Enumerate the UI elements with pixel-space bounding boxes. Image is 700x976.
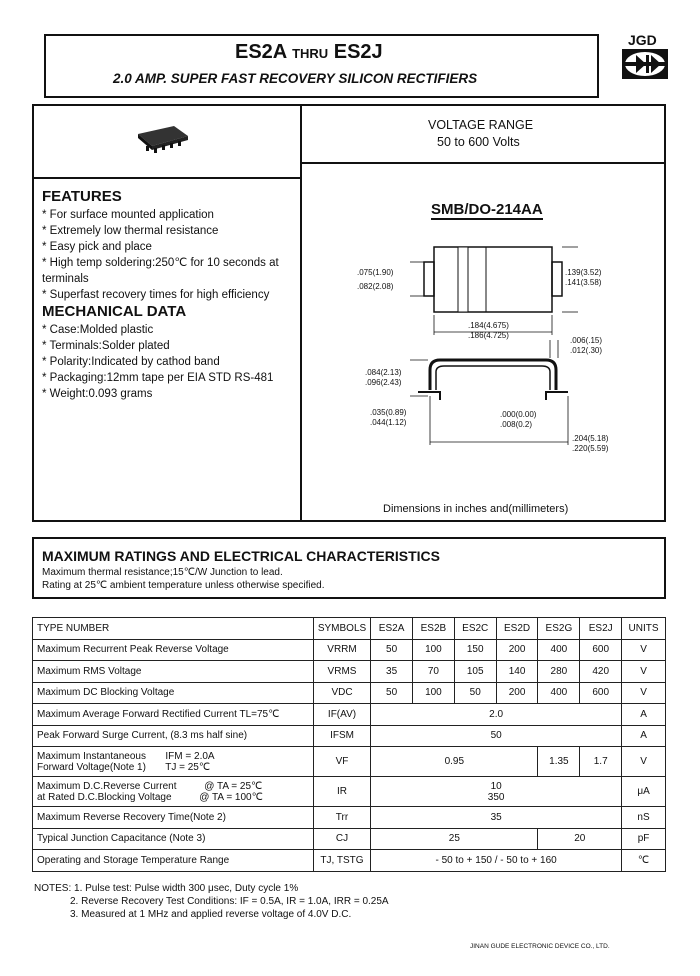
package-image xyxy=(132,120,192,154)
param-cell: Maximum Reverse Recovery Time(Note 2) xyxy=(33,807,314,829)
table-row xyxy=(33,828,666,850)
param-line: Forward Voltage(Note 1) TJ = 25℃ xyxy=(37,761,211,773)
table-header: TYPE NUMBER xyxy=(33,618,314,640)
symbol-cell: IFSM xyxy=(313,725,370,747)
dim-label: .139(3.52) xyxy=(565,268,602,277)
part-last: ES2J xyxy=(333,41,383,63)
value-cell: 0.95 xyxy=(371,747,538,777)
symbol-cell: Trr xyxy=(313,807,370,829)
feature-item: * For surface mounted application xyxy=(42,209,214,221)
mechanical-item: * Polarity:Indicated by cathod band xyxy=(42,356,220,368)
symbol-cell: VF xyxy=(313,747,370,777)
value-cell: - 50 to + 150 / - 50 to + 160 xyxy=(371,850,622,872)
dim-label: .096(2.43) xyxy=(365,378,402,387)
table-header: UNITS xyxy=(622,618,666,640)
voltage-range-value: 50 to 600 Volts xyxy=(437,135,520,149)
note-line: 3. Measured at 1 MHz and applied reverse voltage of 4.0V D.C. xyxy=(70,909,352,920)
unit-cell: A xyxy=(622,725,666,747)
param-cell: Maximum DC Blocking Voltage xyxy=(33,682,314,704)
value-cell: 50 xyxy=(371,682,413,704)
table-row xyxy=(33,682,666,704)
dim-label: .186(4.725) xyxy=(468,331,509,340)
mechanical-item: * Weight:0.093 grams xyxy=(42,388,153,400)
value-line: 350 xyxy=(487,791,505,803)
dim-label: .082(2.08) xyxy=(357,282,394,291)
param-line: Maximum D.C.Reverse Current @ TA = 25℃ xyxy=(37,780,263,792)
value-line: 10 xyxy=(490,780,502,792)
feature-item: * Extremely low thermal resistance xyxy=(42,225,219,237)
param-cell xyxy=(33,777,314,807)
mechanical-item: * Packaging:12mm tape per EIA STD RS-481 xyxy=(42,372,274,384)
table-row xyxy=(33,850,666,872)
dim-label: .204(5.18) xyxy=(572,434,609,443)
value-cell: 200 xyxy=(496,639,538,661)
unit-cell: V xyxy=(622,747,666,777)
table-header: SYMBOLS xyxy=(313,618,370,640)
param-cell: Operating and Storage Temperature Range xyxy=(33,850,314,872)
param-cell: Maximum Average Forward Rectified Current TL=75℃ xyxy=(33,704,314,726)
value-cell: 140 xyxy=(496,661,538,683)
features-list xyxy=(42,207,300,303)
dim-label: .044(1.12) xyxy=(370,418,407,427)
table-header: ES2J xyxy=(580,618,622,640)
thru-word: THRU xyxy=(292,46,329,61)
table-header: ES2C xyxy=(454,618,496,640)
page-subtitle: 2.0 AMP. SUPER FAST RECOVERY SILICON RECTIFIERS xyxy=(113,71,478,86)
dim-label: .220(5.59) xyxy=(572,444,609,453)
param-line: Maximum Instantaneous IFM = 2.0A xyxy=(37,750,215,762)
package-name: SMB/DO-214AA xyxy=(431,201,543,218)
symbol-cell: IR xyxy=(313,777,370,807)
value-cell: 200 xyxy=(496,682,538,704)
symbol-cell: TJ, TSTG xyxy=(313,850,370,872)
dim-label: .035(0.89) xyxy=(370,408,407,417)
value-cell: 35 xyxy=(371,807,622,829)
table-row xyxy=(33,725,666,747)
value-cell: 25 xyxy=(371,828,538,850)
characteristics-table xyxy=(32,617,666,872)
value-cell: 70 xyxy=(413,661,455,683)
temp-range: - 50 to + 160 xyxy=(500,854,557,866)
ratings-title: MAXIMUM RATINGS AND ELECTRICAL CHARACTERISTICS xyxy=(42,548,440,564)
unit-cell: V xyxy=(622,639,666,661)
dim-label: .006(.15) xyxy=(570,336,603,345)
table-header-row xyxy=(33,618,666,640)
mechanical-item: * Terminals:Solder plated xyxy=(42,340,170,352)
param-line: at Rated D.C.Blocking Voltage @ TA = 100℃ xyxy=(37,791,263,803)
value-cell: 35 xyxy=(371,661,413,683)
symbol-cell: VRRM xyxy=(313,639,370,661)
unit-cell: pF xyxy=(622,828,666,850)
voltage-divider xyxy=(300,162,666,164)
voltage-range-title: VOLTAGE RANGE xyxy=(428,118,534,132)
symbol-cell: VDC xyxy=(313,682,370,704)
value-cell: 600 xyxy=(580,682,622,704)
dim-label: .000(0.00) xyxy=(500,410,537,419)
table-row xyxy=(33,704,666,726)
unit-cell: V xyxy=(622,682,666,704)
dim-label: .084(2.13) xyxy=(365,368,402,377)
param-cell xyxy=(33,747,314,777)
footer-company: JINAN GUDE ELECTRONIC DEVICE CO., LTD. xyxy=(470,943,610,950)
param-cell: Maximum RMS Voltage xyxy=(33,661,314,683)
symbol-cell: VRMS xyxy=(313,661,370,683)
value-cell: 600 xyxy=(580,639,622,661)
table-header: ES2B xyxy=(413,618,455,640)
symbol-cell: IF(AV) xyxy=(313,704,370,726)
value-cell: 420 xyxy=(580,661,622,683)
dim-label: .075(1.90) xyxy=(357,268,394,277)
value-cell: 100 xyxy=(413,639,455,661)
param-cell: Peak Forward Surge Current, (8.3 ms half sine) xyxy=(33,725,314,747)
features-divider xyxy=(32,177,302,179)
feature-item: terminals xyxy=(42,273,89,285)
feature-item: * Superfast recovery times for high efficiency xyxy=(42,289,270,301)
value-cell: 105 xyxy=(454,661,496,683)
value-cell: 400 xyxy=(538,639,580,661)
unit-cell: nS xyxy=(622,807,666,829)
feature-item: * High temp soldering:250℃ for 10 seconds at xyxy=(42,257,279,269)
symbol-cell: CJ xyxy=(313,828,370,850)
temp-range: - 50 to + 150 xyxy=(435,854,492,866)
unit-cell: A xyxy=(622,704,666,726)
note-line: NOTES: 1. Pulse test: Pulse width 300 μsec, Duty cycle 1% xyxy=(34,883,299,894)
value-cell: 1.7 xyxy=(580,747,622,777)
value-cell: 50 xyxy=(371,639,413,661)
value-cell: 280 xyxy=(538,661,580,683)
value-cell: 50 xyxy=(371,725,622,747)
mechanical-list xyxy=(42,322,300,402)
value-cell: 400 xyxy=(538,682,580,704)
logo-text: JGD xyxy=(628,32,657,48)
table-header: ES2G xyxy=(538,618,580,640)
page-title xyxy=(235,41,383,64)
ratings-line: Maximum thermal resistance;15℃/W Junction to lead. xyxy=(42,567,283,578)
dim-label: .141(3.58) xyxy=(565,278,602,287)
param-cell: Maximum Recurrent Peak Reverse Voltage xyxy=(33,639,314,661)
mechanical-title: MECHANICAL DATA xyxy=(42,303,187,320)
ratings-line: Rating at 25℃ ambient temperature unless otherwise specified. xyxy=(42,580,325,591)
dim-label: .012(.30) xyxy=(570,346,603,355)
feature-item: * Easy pick and place xyxy=(42,241,152,253)
value-cell: 100 xyxy=(413,682,455,704)
table-row xyxy=(33,807,666,829)
table-row xyxy=(33,777,666,807)
param-cell: Typical Junction Capacitance (Note 3) xyxy=(33,828,314,850)
unit-cell: V xyxy=(622,661,666,683)
table-row xyxy=(33,661,666,683)
value-cell: 50 xyxy=(454,682,496,704)
dim-label: .184(4.675) xyxy=(468,321,509,330)
note-line: 2. Reverse Recovery Test Conditions: IF = 0.5A, IR = 1.0A, IRR = 0.25A xyxy=(70,896,389,907)
value-cell: 2.0 xyxy=(371,704,622,726)
unit-cell: μA xyxy=(622,777,666,807)
notes xyxy=(34,882,389,921)
table-header: ES2D xyxy=(496,618,538,640)
part-first: ES2A xyxy=(235,41,287,63)
table-row xyxy=(33,639,666,661)
table-header: ES2A xyxy=(371,618,413,640)
mechanical-item: * Case:Molded plastic xyxy=(42,324,154,336)
dimensions-note: Dimensions in inches and(millimeters) xyxy=(383,503,569,515)
features-title: FEATURES xyxy=(42,188,122,205)
value-cell: 1.35 xyxy=(538,747,580,777)
value-cell: 150 xyxy=(454,639,496,661)
dim-label: .008(0.2) xyxy=(500,420,533,429)
unit-cell: ℃ xyxy=(622,850,666,872)
value-cell: 20 xyxy=(538,828,622,850)
value-cell xyxy=(371,777,622,807)
company-logo xyxy=(622,49,668,79)
table-row xyxy=(33,747,666,777)
